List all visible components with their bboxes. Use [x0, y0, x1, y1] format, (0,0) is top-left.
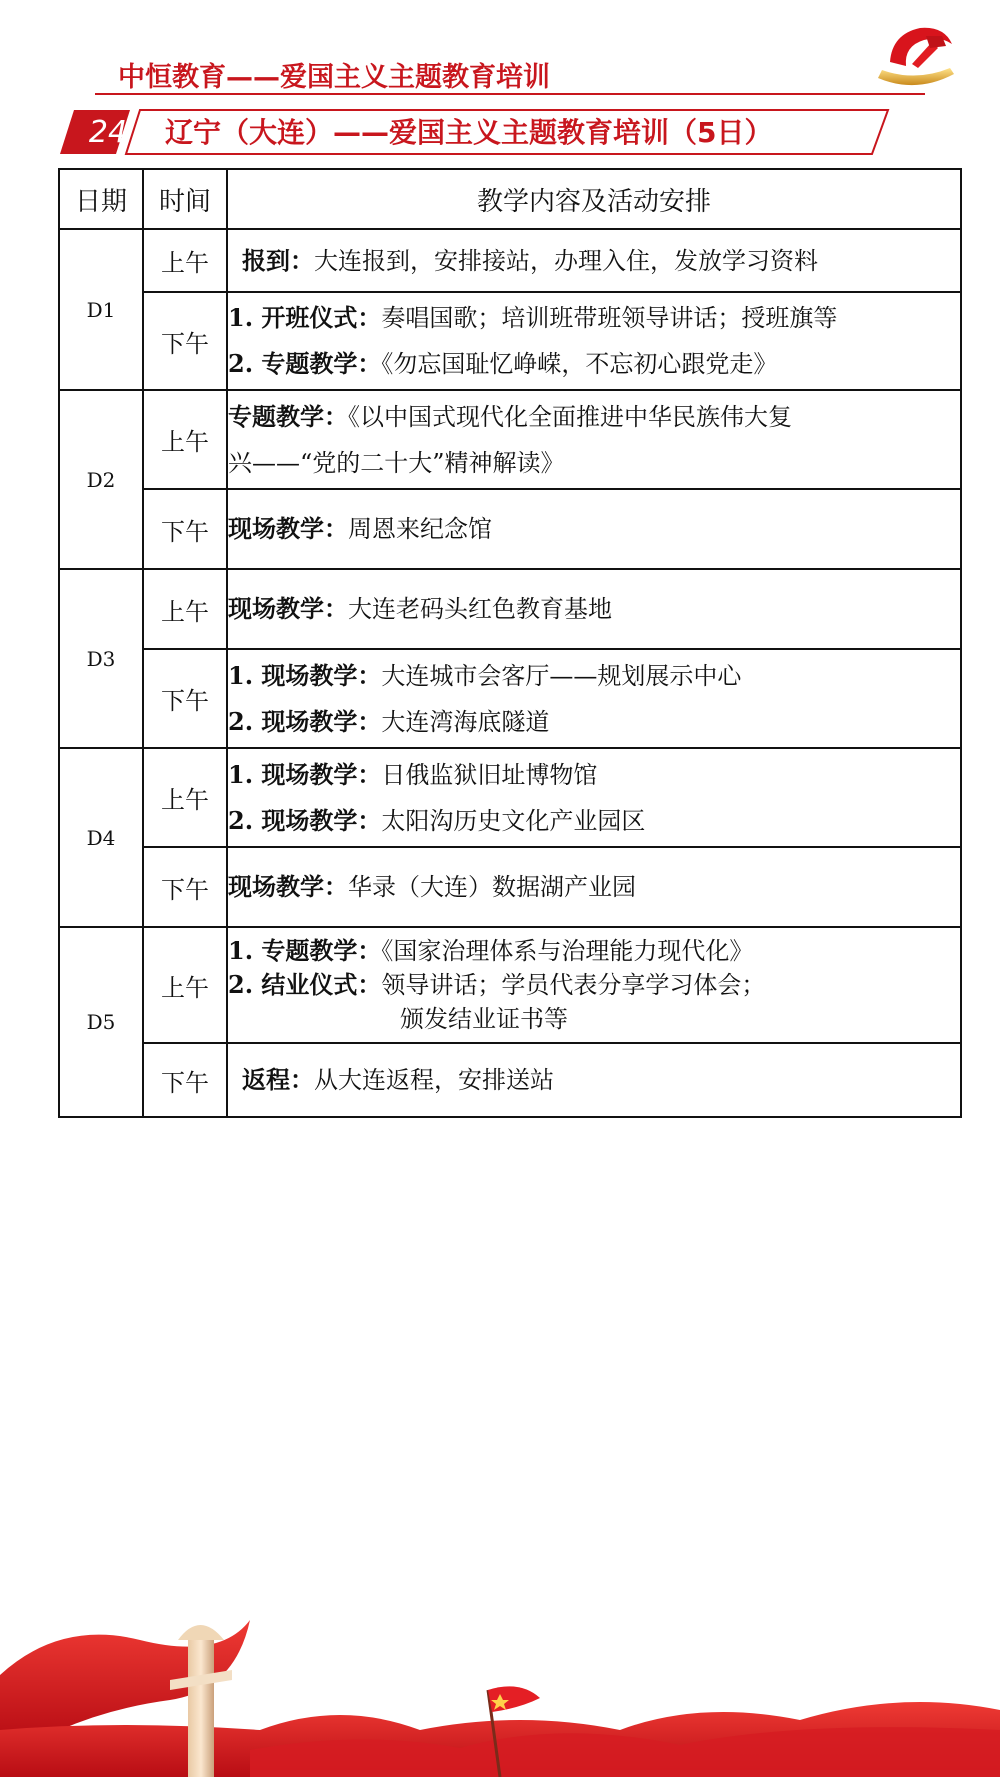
day-cell: D3	[59, 569, 143, 748]
content-line: 颁发结业证书等	[400, 1005, 568, 1033]
day-cell: D2	[59, 390, 143, 569]
content-line: 1. 开班仪式：奏唱国歌；培训班带班领导讲话；授班旗等	[228, 303, 838, 332]
table-row	[59, 229, 961, 292]
table-row	[59, 649, 961, 748]
content-line: 2. 现场教学：太阳沟历史文化产业园区	[228, 805, 646, 835]
day-cell: D1	[59, 229, 143, 390]
table-row	[59, 489, 961, 569]
schedule-table	[58, 168, 962, 1118]
table-row	[59, 1043, 961, 1117]
content-line: 返程：从大连返程，安排送站	[242, 1065, 554, 1094]
content-line: 2. 专题教学：《勿忘国耻忆峥嵘，不忘初心跟党走》	[228, 349, 778, 378]
table-row	[59, 927, 961, 1043]
content-cell	[227, 649, 961, 748]
table-row	[59, 390, 961, 489]
content-cell	[227, 927, 961, 1043]
content-cell	[227, 1043, 961, 1117]
day-cell: D4	[59, 748, 143, 927]
huabiao-pillar-shape	[188, 1640, 214, 1777]
table-row	[59, 847, 961, 927]
header-divider	[95, 93, 925, 95]
section-title: 辽宁（大连）——爱国主义主题教育培训（5日）	[165, 116, 773, 149]
header-day: 日期	[59, 169, 143, 229]
time-cell: 下午	[143, 1043, 227, 1117]
content-line: 专题教学：《以中国式现代化全面推进中华民族伟大复	[228, 401, 792, 431]
content-line: 2. 结业仪式：领导讲话；学员代表分享学习体会；	[228, 970, 766, 999]
section-number: 24	[88, 115, 128, 150]
content-cell	[227, 292, 961, 390]
time-cell: 上午	[143, 390, 227, 489]
page-header-title: 中恒教育——爱国主义主题教育培训	[118, 62, 550, 93]
content-cell	[227, 569, 961, 649]
time-cell: 下午	[143, 649, 227, 748]
content-cell	[227, 847, 961, 927]
time-cell: 上午	[143, 229, 227, 292]
pillar-top-shape	[178, 1625, 224, 1640]
time-cell: 下午	[143, 847, 227, 927]
time-cell: 下午	[143, 292, 227, 390]
content-line: 现场教学：周恩来纪念馆	[228, 514, 492, 543]
content-cell	[227, 489, 961, 569]
content-line: 1. 现场教学：大连城市会客厅——规划展示中心	[228, 660, 742, 690]
ribbon-base-shape	[878, 68, 954, 85]
content-line: 1. 现场教学：日俄监狱旧址博物馆	[228, 759, 598, 789]
time-cell: 上午	[143, 927, 227, 1043]
table-row	[59, 569, 961, 649]
content-cell	[227, 390, 961, 489]
day-cell: D5	[59, 927, 143, 1117]
table-row	[59, 748, 961, 847]
table-row	[59, 292, 961, 390]
content-line: 现场教学：大连老码头红色教育基地	[228, 594, 612, 623]
content-line: 兴——“党的二十大”精神解读》	[228, 448, 565, 477]
content-cell	[227, 748, 961, 847]
content-line: 2. 现场教学：大连湾海底隧道	[228, 706, 550, 736]
time-cell: 上午	[143, 569, 227, 649]
content-cell	[227, 229, 961, 292]
time-cell: 上午	[143, 748, 227, 847]
time-cell: 下午	[143, 489, 227, 569]
content-line: 报到：大连报到，安排接站，办理入住，发放学习资料	[242, 245, 818, 275]
table-header-row	[59, 169, 961, 229]
content-line: 1. 专题教学：《国家治理体系与治理能力现代化》	[228, 936, 754, 965]
header-content: 教学内容及活动安排	[227, 169, 961, 229]
footer-decoration	[0, 1580, 1000, 1777]
header-time: 时间	[143, 169, 227, 229]
content-line: 现场教学：华录（大连）数据湖产业园	[228, 872, 636, 901]
party-emblem-icon	[870, 22, 962, 92]
